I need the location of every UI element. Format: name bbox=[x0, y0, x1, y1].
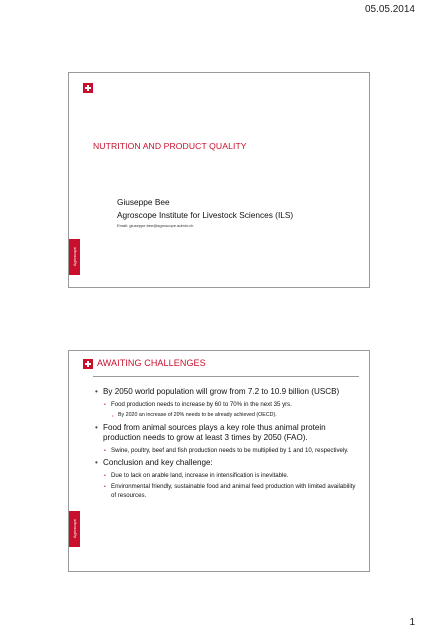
slide-challenges-heading: AWAITING CHALLENGES bbox=[97, 358, 206, 368]
presenter-email: Email: giuseppe.bee@agroscope.admin.ch bbox=[117, 223, 194, 228]
page-date: 05.05.2014 bbox=[364, 4, 415, 15]
bullet-item: • Conclusion and key challenge: bbox=[95, 458, 361, 469]
bullet-item: • By 2050 world population will grow from 7.2 to 10.9 billion (USCB) bbox=[95, 387, 361, 398]
bullet-item: • Food production needs to increase by 60 to 70% in the next 35 yrs. bbox=[95, 401, 361, 410]
slide-challenges bbox=[68, 350, 370, 572]
bullet-item: • Environmental friendly, sustainable food and animal feed production with limited availability of resources. bbox=[95, 483, 361, 500]
slide-title bbox=[68, 72, 370, 288]
bullet-item: • Due to lack on arable land, increase in intensification is inevitable. bbox=[95, 472, 361, 481]
bullet-item: • Food from animal sources plays a key role thus animal protein production needs to grow at least 3 times by 2050 (FAO). bbox=[95, 423, 361, 444]
presenter-name: Giuseppe Bee bbox=[117, 197, 170, 207]
agroscope-strip-text: Agroscope bbox=[72, 519, 77, 539]
bullet-item: • By 2020 an increase of 20% needs to be already achieved (OECD). bbox=[95, 412, 361, 420]
page-number: 1 bbox=[409, 617, 415, 628]
agroscope-strip bbox=[69, 239, 80, 275]
slide-title-heading: NUTRITION AND PRODUCT QUALITY bbox=[93, 141, 247, 151]
bullet-list bbox=[95, 387, 361, 503]
agroscope-strip-text: Agroscope bbox=[72, 247, 77, 267]
swiss-flag-icon bbox=[83, 83, 93, 93]
agroscope-strip bbox=[69, 511, 80, 547]
swiss-flag-icon bbox=[83, 359, 93, 369]
title-divider bbox=[93, 376, 359, 377]
presenter-block bbox=[117, 197, 293, 228]
presenter-institute: Agroscope Institute for Livestock Sciences (ILS) bbox=[117, 210, 294, 220]
bullet-item: • Swine, poultry, beef and fish production needs to be multiplied by 1 and 10, respectively. bbox=[95, 447, 361, 456]
